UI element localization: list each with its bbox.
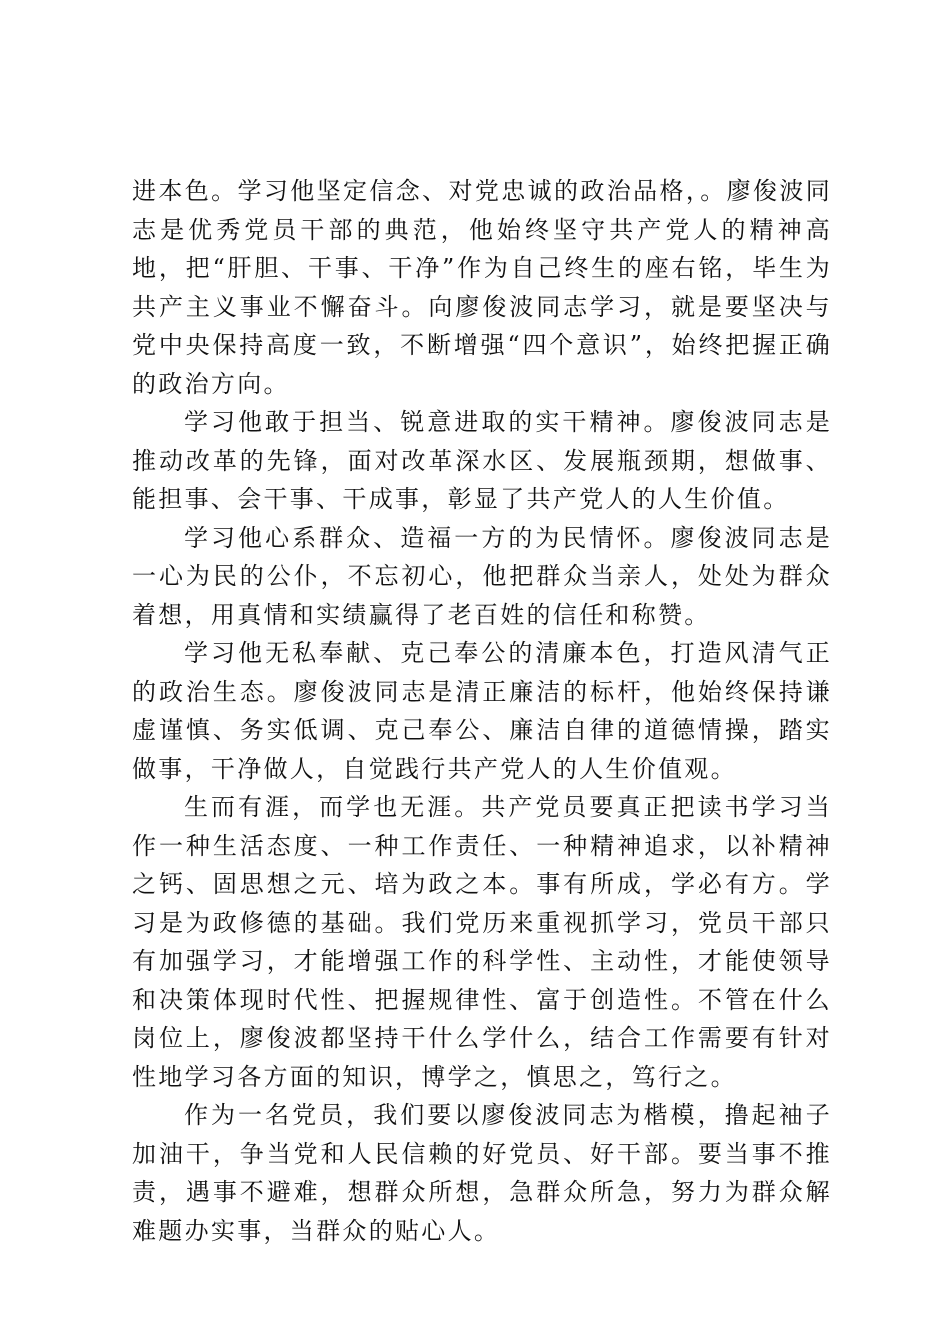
paragraph-5: 生而有涯，而学也无涯。共产党员要真正把读书学习当作一种生活态度、一种工作责任、一种精神追求，以补精神之钙、固思想之元、培为政之本。事有所成，学必有方。学习是为政修德的基础。我们党历来重视抓学习，党员干部只有加强学习，才能增强工作的科学性、主动性，才能使领导和决策体现时代性、把握规律性、富于创造性。不管在什么岗位上，廖俊波都坚持干什么学什么，结合工作需要有针对性地学习各方面的知识，博学之，慎思之，笃行之。 — [132, 793, 832, 1091]
paragraph-6: 作为一名党员，我们要以廖俊波同志为楷模，撸起袖子加油干，争当党和人民信赖的好党员、好干部。要当事不推责，遇事不避难，想群众所想，急群众所急，努力为群众解难题办实事，当群众的贴心人。 — [132, 1101, 832, 1245]
document-body — [132, 172, 832, 1250]
paragraph-2: 学习他敢于担当、锐意进取的实干精神。廖俊波同志是推动改革的先锋，面对改革深水区、发展瓶颈期，想做事、能担事、会干事、干成事，彰显了共产党人的人生价值。 — [132, 408, 832, 513]
paragraph-1: 进本色。学习他坚定信念、对党忠诚的政治品格，。廖俊波同志是优秀党员干部的典范，他始终坚守共产党人的精神高地，把“肝胆、干事、干净”作为自己终生的座右铭，毕生为共产主义事业不懈奋斗。向廖俊波同志学习，就是要坚决与党中央保持高度一致，不断增强“四个意识”，始终把握正确的政治方向。 — [132, 177, 832, 398]
paragraph-4: 学习他无私奉献、克己奉公的清廉本色，打造风清气正的政治生态。廖俊波同志是清正廉洁的标杆，他始终保持谦虚谨慎、务实低调、克己奉公、廉洁自律的道德情操，踏实做事，干净做人，自觉践行共产党人的人生价值观。 — [132, 639, 832, 783]
paragraph-3: 学习他心系群众、造福一方的为民情怀。廖俊波同志是一心为民的公仆，不忘初心，他把群众当亲人，处处为群众着想，用真情和实绩赢得了老百姓的信任和称赞。 — [132, 523, 832, 629]
